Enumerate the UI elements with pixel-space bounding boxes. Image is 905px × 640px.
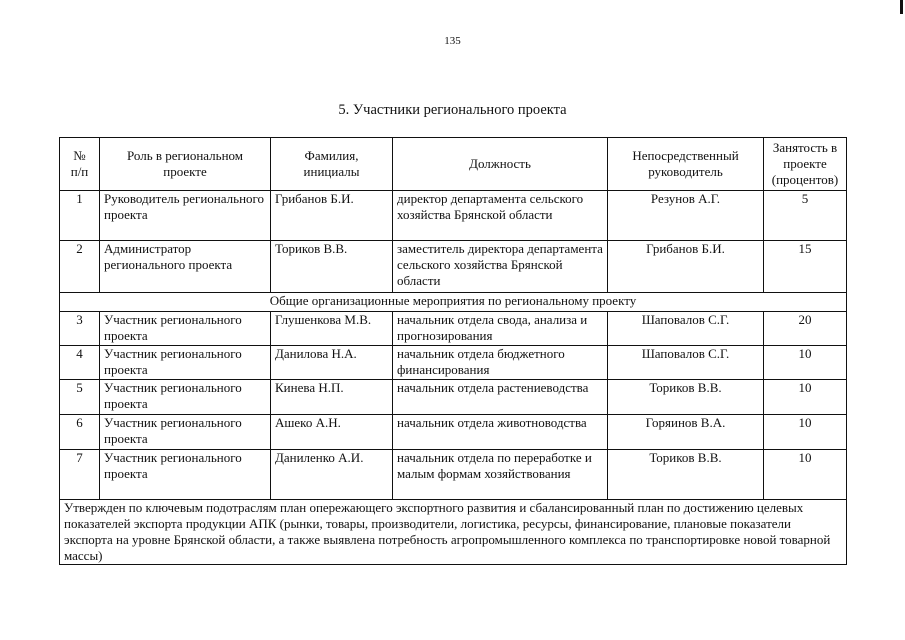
section-title: 5. Участники регионального проекта <box>338 102 567 118</box>
row-position: начальник отдела животноводства <box>393 415 608 450</box>
header-num: № п/п <box>60 138 100 191</box>
row-name: Глушенкова М.В. <box>271 312 393 346</box>
header-role: Роль в региональном проекте <box>100 138 271 191</box>
table-row <box>60 450 847 500</box>
footer-text: Утвержден по ключевым подотраслям план опережающего экспортного развития и сбалансированный план по достижению целевых показателей экспорта продукции АПК (рынки, товары, производители, логистика, ресурсы, финансирование, плановые показатели экспорта на уровне Брянской области, а также выявлена потребность агропромышленного комплекса по транспортировке новой товарной массы) <box>60 500 847 565</box>
row-role: Участник регионального проекта <box>100 346 271 380</box>
row-position: заместитель директора департамента сельского хозяйства Брянской области <box>393 241 608 293</box>
page-edge-mark <box>900 0 903 14</box>
row-employment: 10 <box>764 346 847 380</box>
footer-row <box>60 500 847 565</box>
row-supervisor: Шаповалов С.Г. <box>608 312 764 346</box>
row-supervisor: Горяинов В.А. <box>608 415 764 450</box>
table-header-row <box>60 138 847 191</box>
row-role: Руководитель регионального проекта <box>100 191 271 241</box>
row-name: Ториков В.В. <box>271 241 393 293</box>
row-supervisor: Ториков В.В. <box>608 380 764 415</box>
table-row <box>60 191 847 241</box>
row-num: 3 <box>60 312 100 346</box>
header-position: Должность <box>393 138 608 191</box>
row-position: начальник отдела свода, анализа и прогнозирования <box>393 312 608 346</box>
row-role: Участник регионального проекта <box>100 380 271 415</box>
row-employment: 10 <box>764 450 847 500</box>
row-num: 2 <box>60 241 100 293</box>
row-num: 4 <box>60 346 100 380</box>
row-role: Участник регионального проекта <box>100 450 271 500</box>
row-name: Грибанов Б.И. <box>271 191 393 241</box>
row-employment: 10 <box>764 380 847 415</box>
row-role: Участник регионального проекта <box>100 312 271 346</box>
row-num: 1 <box>60 191 100 241</box>
row-num: 7 <box>60 450 100 500</box>
row-name: Данилова Н.А. <box>271 346 393 380</box>
header-supervisor: Непосредственный руководитель <box>608 138 764 191</box>
row-employment: 5 <box>764 191 847 241</box>
row-position: директор департамента сельского хозяйства Брянской области <box>393 191 608 241</box>
row-supervisor: Грибанов Б.И. <box>608 241 764 293</box>
header-name: Фамилия, инициалы <box>271 138 393 191</box>
row-employment: 20 <box>764 312 847 346</box>
table-row <box>60 346 847 380</box>
row-employment: 10 <box>764 415 847 450</box>
row-position: начальник отдела растениеводства <box>393 380 608 415</box>
section-subheader-row <box>60 293 847 312</box>
row-name: Ашеко А.Н. <box>271 415 393 450</box>
row-num: 5 <box>60 380 100 415</box>
table-row <box>60 241 847 293</box>
row-supervisor: Шаповалов С.Г. <box>608 346 764 380</box>
row-supervisor: Резунов А.Г. <box>608 191 764 241</box>
table-row <box>60 312 847 346</box>
header-employment: Занятость в проекте (процентов) <box>764 138 847 191</box>
row-supervisor: Ториков В.В. <box>608 450 764 500</box>
section-subheader: Общие организационные мероприятия по региональному проекту <box>60 293 847 312</box>
row-employment: 15 <box>764 241 847 293</box>
row-name: Даниленко А.И. <box>271 450 393 500</box>
table-row <box>60 415 847 450</box>
row-role: Участник регионального проекта <box>100 415 271 450</box>
row-num: 6 <box>60 415 100 450</box>
row-role: Администратор регионального проекта <box>100 241 271 293</box>
row-position: начальник отдела бюджетного финансирования <box>393 346 608 380</box>
row-name: Кинева Н.П. <box>271 380 393 415</box>
participants-table <box>59 137 847 565</box>
table-row <box>60 380 847 415</box>
page-number: 135 <box>444 35 461 47</box>
row-position: начальник отдела по переработке и малым формам хозяйствования <box>393 450 608 500</box>
